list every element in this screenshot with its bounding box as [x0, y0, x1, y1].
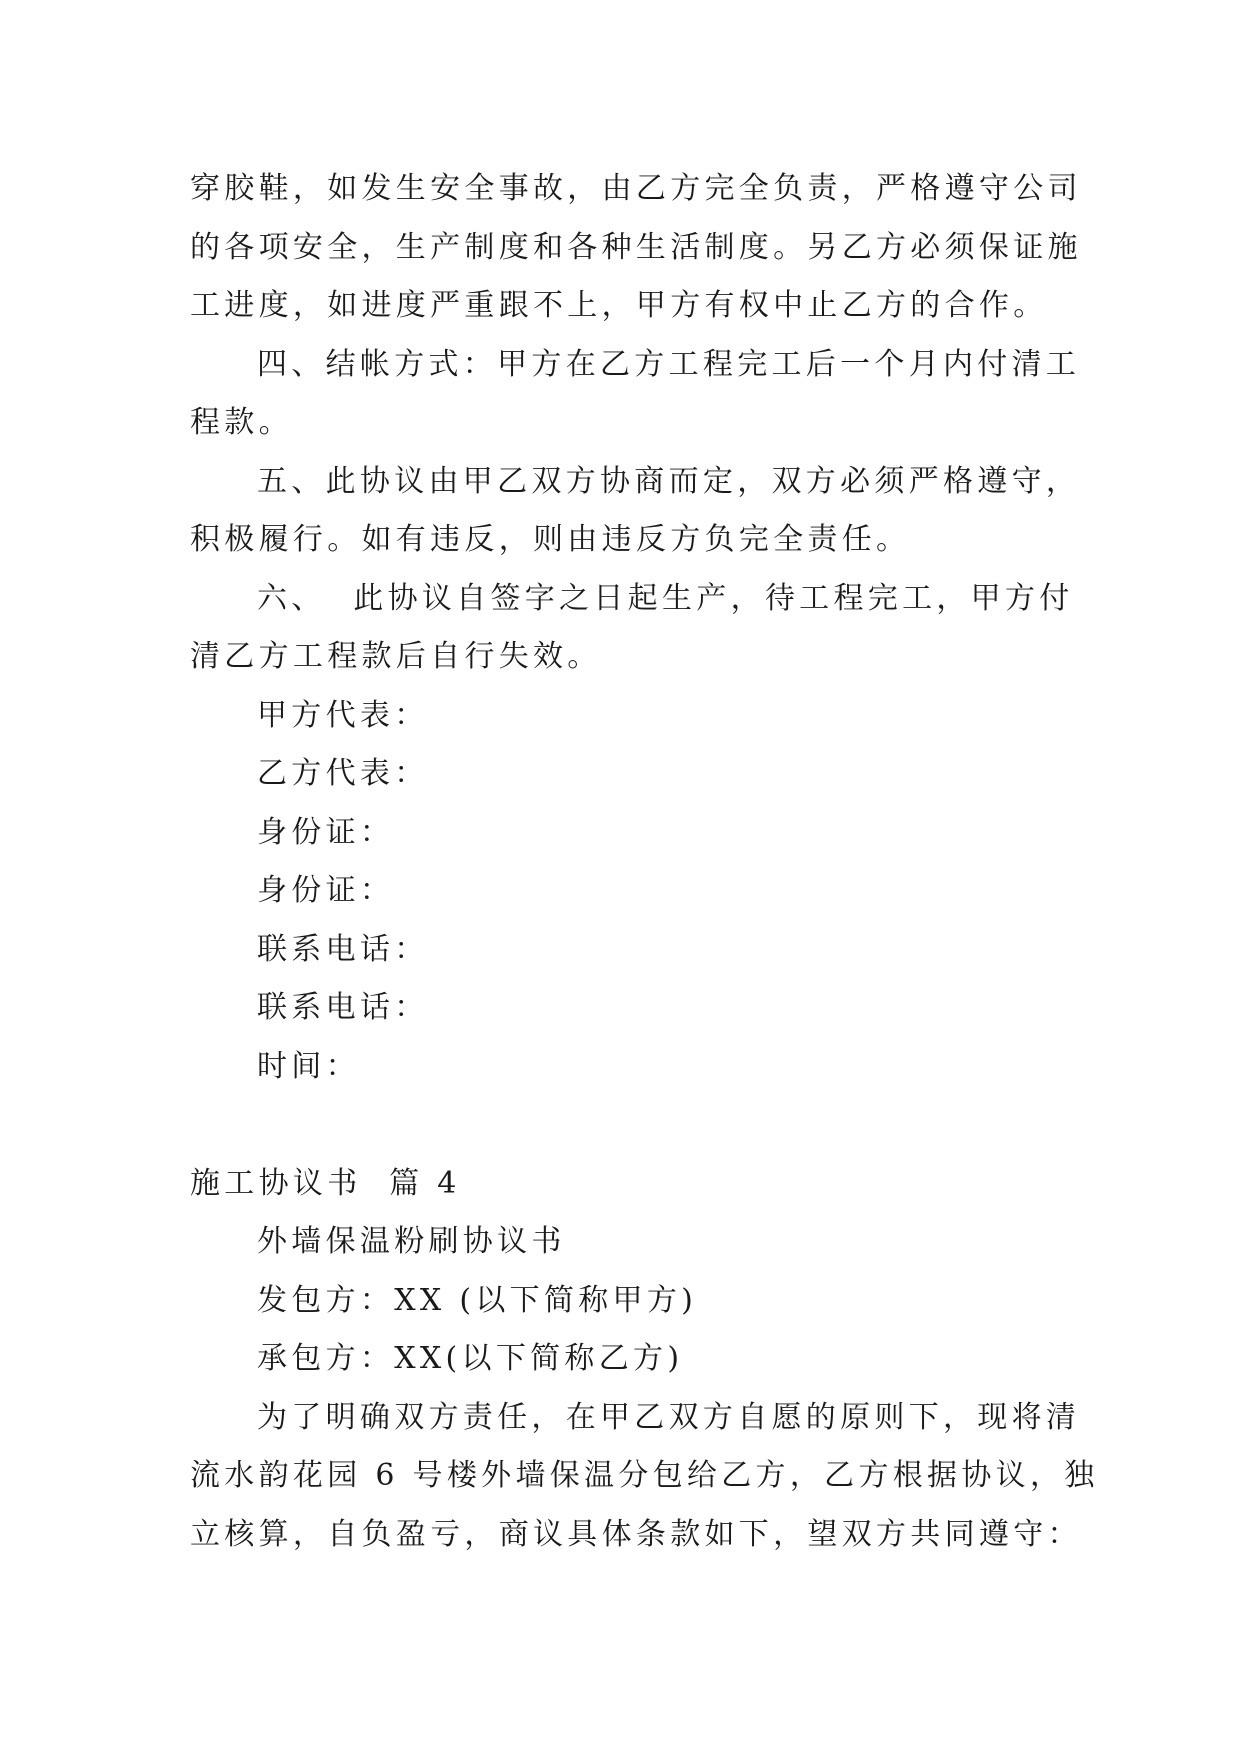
- section-spacer: [190, 1096, 1070, 1155]
- phone-label: 联系电话：: [257, 931, 429, 967]
- body-text-line: 积极履行。如有违反，则由违反方负完全责任。: [190, 522, 911, 557]
- party-a-representative-label: 甲方代表：: [257, 697, 429, 733]
- body-text-line: 流水韵花园 6 号楼外墙保温分包给乙方，乙方根据协议，独: [190, 1458, 1099, 1493]
- party-b-representative-label: 乙方代表：: [257, 756, 429, 791]
- phone-label: 联系电话：: [257, 990, 429, 1025]
- body-text-line: 工进度，如进度严重跟不上，甲方有权中止乙方的合作。: [190, 288, 1048, 323]
- subcontractor-party-line: 承包方：XX(以下简称乙方): [257, 1341, 684, 1376]
- body-text-line: 穿胶鞋，如发生安全事故，由乙方完全负责，严格遵守公司: [190, 171, 1082, 206]
- id-card-label: 身份证：: [257, 814, 395, 850]
- clause-four: 四、结帐方式：甲方在乙方工程完工后一个月内付清工: [257, 346, 1081, 382]
- date-label: 时间：: [257, 1048, 360, 1084]
- section-title: 施工协议书 篇 4: [190, 1165, 461, 1201]
- id-card-label: 身份证：: [257, 873, 395, 908]
- clause-five: 五、此协议由甲乙双方协商而定，双方必须严格遵守，: [257, 463, 1081, 499]
- agreement-title: 外墙保温粉刷协议书: [257, 1224, 566, 1259]
- document-body: [190, 160, 1099, 1564]
- clause-six: 六、 此协议自签字之日起生产，待工程完工，甲方付: [257, 580, 1074, 616]
- body-text-line: 为了明确双方责任，在甲乙双方自愿的原则下，现将清: [257, 1399, 1081, 1435]
- contractor-party-line: 发包方：XX (以下简称甲方): [257, 1282, 698, 1318]
- body-text-line: 程款。: [190, 405, 293, 440]
- body-text-line: 的各项安全，生产制度和各种生活制度。另乙方必须保证施: [190, 229, 1082, 265]
- body-text-line: 清乙方工程款后自行失效。: [190, 639, 602, 674]
- body-text-line: 立核算，自负盈亏，商议具体条款如下，望双方共同遵守：: [190, 1516, 1082, 1552]
